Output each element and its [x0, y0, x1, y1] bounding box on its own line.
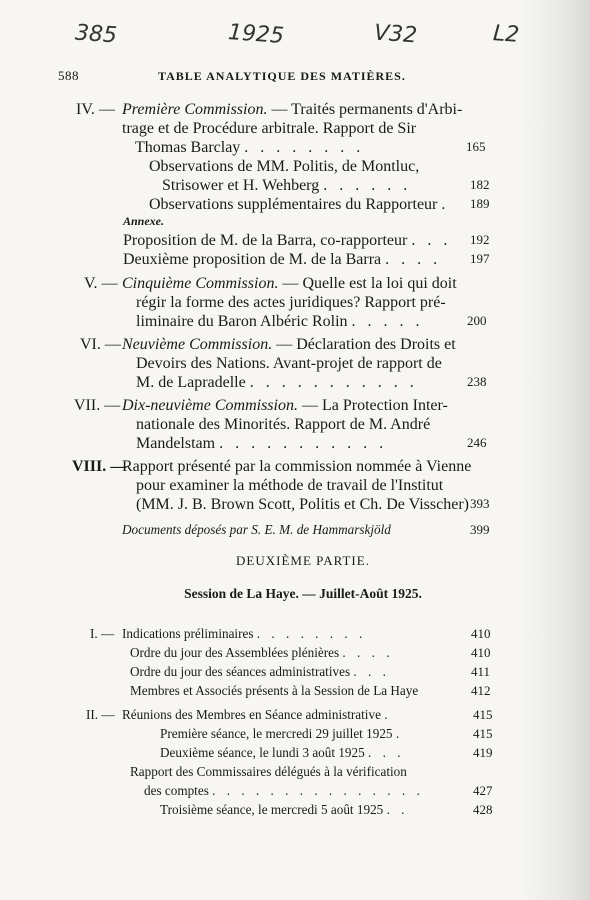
entry-numeral: I. —	[90, 626, 115, 641]
entry-line: Mandelstam . . . . . . . . . . .	[136, 435, 388, 452]
page-ref: 428	[473, 802, 493, 817]
entry-line: des comptes . . . . . . . . . . . . . . .	[144, 783, 424, 798]
entry-line: (MM. J. B. Brown Scott, Politis et Ch. De Visscher)	[136, 496, 469, 513]
entry-line: trage et de Procédure arbitrale. Rapport de Sir	[122, 120, 417, 137]
entry-line: M. de Lapradelle . . . . . . . . . . .	[136, 374, 418, 391]
page-ref: 412	[471, 683, 491, 698]
page-ref: 410	[471, 645, 491, 660]
entry-line: Ordre du jour des Assemblées plénières . . . .	[130, 645, 394, 660]
page-ref: 427	[473, 783, 493, 798]
page-ref: 165	[466, 139, 486, 154]
entry-line: Ordre du jour des séances administratives . . .	[130, 664, 390, 679]
entry-line: pour examiner la méthode de travail de l'Institut	[136, 477, 444, 494]
entry-line: Deuxième séance, le lundi 3 août 1925 . . .	[160, 745, 405, 760]
annexe-label: Annexe.	[123, 214, 165, 228]
entry-line: Indications préliminaires . . . . . . . .	[122, 626, 367, 641]
entry-line: Strisower et H. Wehberg . . . . . .	[162, 177, 412, 194]
entry-line: Thomas Barclay . . . . . . . .	[135, 139, 365, 156]
page-ref: 411	[471, 664, 491, 679]
page-edge-shadow	[520, 0, 590, 900]
handwritten-note: 1925	[227, 20, 285, 49]
commission-name: Première Commission.	[122, 101, 268, 118]
entry-line: Première Commission. — Traités permanents d'Arbi-	[122, 101, 463, 118]
page-ref: 189	[470, 196, 490, 211]
entry-line: Devoirs des Nations. Avant-projet de rapport de	[136, 355, 442, 372]
entry-numeral: VI. —	[80, 336, 121, 353]
page-ref: 200	[467, 313, 487, 328]
entry-line: Rapport des Commissaires délégués à la vérification	[130, 764, 407, 779]
page-ref: 192	[470, 232, 490, 247]
session-heading: Session de La Haye. — Juillet-Août 1925.	[184, 586, 422, 601]
handwritten-note: V32	[373, 20, 418, 49]
page-number: 588	[58, 68, 79, 83]
page-ref: 197	[470, 251, 490, 266]
documents-entry: Documents déposés par S. E. M. de Hammarskjöld	[122, 522, 391, 537]
entry-line: nationale des Minorités. Rapport de M. André	[136, 416, 431, 433]
entry-line: liminaire du Baron Albéric Rolin . . . . .	[136, 313, 424, 330]
entry-numeral: II. —	[86, 707, 115, 722]
entry-line: Cinquième Commission. — Quelle est la loi qui doit	[122, 275, 457, 292]
entry-line: Observations supplémentaires du Rapporteur .	[149, 196, 450, 213]
entry-numeral: V. —	[84, 275, 118, 292]
page-ref: 182	[470, 177, 490, 192]
page-ref: 238	[467, 374, 487, 389]
page-ref: 415	[473, 707, 493, 722]
page-ref: 415	[473, 726, 493, 741]
entry-line: Proposition de M. de la Barra, co-rapporteur . . .	[123, 232, 452, 249]
entry-numeral: IV. —	[76, 101, 115, 118]
entry-line: Neuvième Commission. — Déclaration des Droits et	[122, 336, 456, 353]
entry-line: Troisième séance, le mercredi 5 août 1925 . .	[160, 802, 409, 817]
entry-line: Deuxième proposition de M. de la Barra . . . .	[123, 251, 442, 268]
page-title: TABLE ANALYTIQUE DES MATIÈRES.	[158, 69, 406, 83]
part-heading: DEUXIÈME PARTIE.	[236, 553, 370, 568]
entry-line: Rapport présenté par la commission nommée à Vienne	[122, 458, 472, 475]
handwritten-note: 385	[74, 20, 118, 49]
entry-line: régir la forme des actes juridiques? Rapport pré-	[136, 294, 446, 311]
entry-line: Dix-neuvième Commission. — La Protection Inter-	[122, 397, 448, 414]
page-ref: 419	[473, 745, 493, 760]
entry-line: Réunions des Membres en Séance administrative .	[122, 707, 392, 722]
handwritten-note: L2	[492, 21, 521, 48]
entry-line: Observations de MM. Politis, de Montluc,	[149, 158, 420, 175]
page-ref: 410	[471, 626, 491, 641]
page-ref: 399	[470, 522, 490, 537]
page-ref: 393	[470, 496, 490, 511]
entry-numeral: VIII. —	[72, 458, 127, 475]
entry-line: Première séance, le mercredi 29 juillet 1925 .	[160, 726, 404, 741]
page-ref: 246	[467, 435, 487, 450]
entry-line: Membres et Associés présents à la Session de La Haye	[130, 683, 419, 698]
entry-numeral: VII. —	[74, 397, 121, 414]
